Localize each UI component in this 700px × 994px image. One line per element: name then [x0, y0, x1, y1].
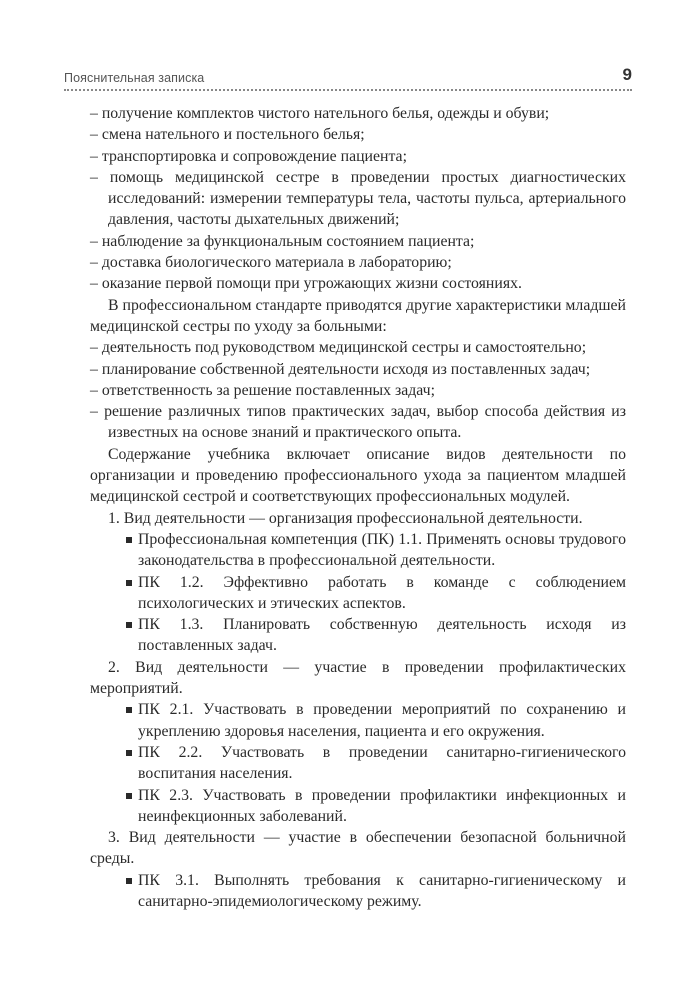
square-bullet-icon [126, 580, 132, 586]
competence-text: ПК 2.1. Участвовать в проведении мероприятий по сохранению и укреплению здоровья населения, пациента и его окружения. [138, 701, 626, 740]
list-item: – наблюдение за функциональным состоянием пациента; [90, 232, 475, 250]
square-bullet-icon [126, 793, 132, 799]
header-title: Пояснительная записка [64, 71, 205, 85]
list-item: – оказание первой помощи при угрожающих жизни состояниях. [90, 275, 522, 293]
competence-text: ПК 2.2. Участвовать в проведении санитарно-гигиенического воспитания населения. [138, 743, 626, 783]
header-dotted-rule [64, 89, 632, 91]
competence-item [90, 785, 626, 828]
paragraph-standard: В профессиональном стандарте приводятся другие характеристики младшей медицинской сестры по уходу за больными: [90, 296, 626, 335]
square-bullet-icon [126, 750, 132, 756]
square-bullet-icon [126, 878, 132, 884]
competence-text: ПК 3.1. Выполнять требования к санитарно-гигиеническому и санитарно-эпидемиологическому режиму. [138, 871, 626, 910]
list-item: – доставка биологического материала в лабораторию; [90, 254, 452, 272]
paragraph-contents: Содержание учебника включает описание видов деятельности по организации и проведению профессионального ухода за пациентом младшей медицинской сестрой и соответствующих профессиональных модулей. [90, 445, 626, 506]
competence-text: ПК 1.2. Эффективно работать в команде с соблюдением психологических и этических аспектов. [138, 573, 626, 612]
section-title: 3. Вид деятельности — участие в обеспечении безопасной больничной среды. [90, 829, 626, 868]
list-item: – решение различных типов практических задач, выбор способа действия из известных на основе знаний и практического опыта. [90, 403, 626, 442]
competence-item [90, 742, 626, 785]
list-item: – планирование собственной деятельности исходя из поставленных задач; [90, 360, 591, 378]
competence-item [90, 614, 626, 657]
square-bullet-icon [126, 622, 132, 628]
list-item: – ответственность за решение поставленных задач; [90, 381, 436, 399]
competence-text: ПК 2.3. Участвовать в проведении профилактики инфекционных и неинфекционных заболеваний. [138, 786, 626, 825]
competence-item [90, 870, 626, 913]
competence-item [90, 699, 626, 742]
section-title: 1. Вид деятельности — организация профессиональной деятельности. [108, 509, 583, 527]
competence-text: ПК 1.3. Планировать собственную деятельность исходя из поставленных задач. [138, 616, 626, 655]
running-header [64, 62, 632, 92]
page-number: 9 [622, 65, 632, 84]
list-item: – помощь медицинской сестре в проведении простых диагностических исследований: измерении температуры тела, частоты пульса, артериального давления, частоты дыхательных движений; [90, 168, 626, 229]
list-item: – смена нательного и постельного белья; [90, 126, 365, 144]
list-item: – деятельность под руководством медицинской сестры и самостоятельно; [90, 339, 587, 357]
square-bullet-icon [126, 537, 132, 543]
list-item: – получение комплектов чистого нательного белья, одежды и обуви; [90, 105, 550, 122]
competence-text: Профессиональная компетенция (ПК) 1.1. Применять основы трудового законодательства в профессиональной деятельности. [138, 530, 626, 570]
square-bullet-icon [126, 707, 132, 713]
page-body [90, 103, 626, 912]
competence-item [90, 572, 626, 615]
competence-item [90, 529, 626, 572]
section-title: 2. Вид деятельности — участие в проведении профилактических мероприятий. [90, 658, 626, 698]
list-item: – транспортировка и сопровождение пациента; [90, 147, 407, 165]
